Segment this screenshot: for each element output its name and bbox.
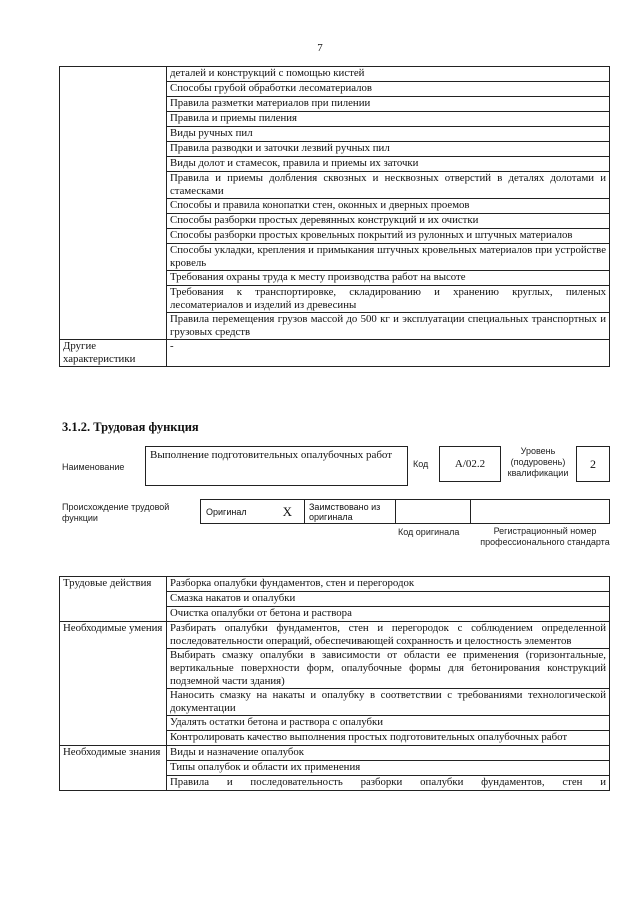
table-row <box>60 577 610 592</box>
section-title: 3.1.2. Трудовая функция <box>62 420 199 434</box>
registration-number-cell <box>471 500 609 523</box>
borrowed-label: Заимствовано из оригинала <box>309 502 381 522</box>
code-label: Код <box>413 459 429 469</box>
labor-action-item: Очистка опалубки от бетона и раствора <box>167 607 610 622</box>
original-cell <box>201 500 305 523</box>
original-code-caption: Код оригинала <box>398 527 460 537</box>
knowledge-item: Правила и приемы пиления <box>167 112 610 127</box>
knowledge-item: Типы опалубок и области их применения <box>167 761 610 776</box>
labor-actions-label: Трудовые действия <box>60 577 167 622</box>
other-characteristics-value: - <box>167 340 610 367</box>
knowledge-item: Способы и правила конопатки стен, оконных и дверных проемов <box>167 199 610 214</box>
original-code-cell <box>396 500 471 523</box>
skill-item: Удалять остатки бетона и раствора с опалубки <box>167 716 610 731</box>
table-row <box>60 622 610 649</box>
page-number: 7 <box>317 42 323 54</box>
knowledge-item: Требования охраны труда к месту производства работ на высоте <box>167 271 610 286</box>
original-label: Оригинал <box>206 506 247 517</box>
labor-action-item: Смазка накатов и опалубки <box>167 592 610 607</box>
qualification-level-label: Уровень (подуровень) квалификации <box>507 446 569 478</box>
empty-label-cell <box>60 67 167 340</box>
skill-item: Контролировать качество выполнения простых подготовительных опалубочных работ <box>167 731 610 746</box>
function-name-box: Выполнение подготовительных опалубочных работ <box>145 446 408 486</box>
skill-item: Разбирать опалубки фундаментов, стен и перегородок с соблюдением определенной последовательности операций, обеспечивающей сохранность и целостность элементов <box>167 622 610 649</box>
name-label: Наименование <box>62 462 125 472</box>
knowledge-item: деталей и конструкций с помощью кистей <box>167 67 610 82</box>
knowledge-item: Виды и назначение опалубок <box>167 746 610 761</box>
skill-item: Наносить смазку на накаты и опалубку в соответствии с требованиями технологической документации <box>167 689 610 716</box>
knowledge-item: Способы разборки простых деревянных конструкций и их очистки <box>167 214 610 229</box>
skills-label: Необходимые умения <box>60 622 167 746</box>
knowledge-label: Необходимые знания <box>60 746 167 791</box>
function-code-box: А/02.2 <box>439 446 501 482</box>
skill-item: Выбирать смазку опалубки в зависимости от области ее применения (горизонтальные, вертикальные поверхности форм, опалубочные формы для бетонирования конструкций подземной части здания) <box>167 649 610 689</box>
knowledge-item: Правила разметки материалов при пилении <box>167 97 610 112</box>
labor-function-table <box>59 576 610 791</box>
table-row <box>60 340 610 367</box>
knowledge-item: Правила и последовательность разборки опалубки фундаментов, стен и <box>167 776 610 791</box>
knowledge-item: Правила разводки и заточки лезвий ручных пил <box>167 142 610 157</box>
knowledge-table-continued <box>59 66 610 367</box>
other-characteristics-label: Другие характеристики <box>60 340 167 367</box>
labor-action-item: Разборка опалубки фундаментов, стен и перегородок <box>167 577 610 592</box>
knowledge-item: Требования к транспортировке, складированию и хранению круглых, пиленых лесоматериалов и изделий из древесины <box>167 286 610 313</box>
knowledge-item: Виды ручных пил <box>167 127 610 142</box>
registration-number-caption: Регистрационный номер профессионального стандарта <box>480 526 610 547</box>
origin-label: Происхождение трудовой функции <box>62 502 170 523</box>
table-row <box>60 746 610 761</box>
qualification-level-box: 2 <box>576 446 610 482</box>
knowledge-item: Способы укладки, крепления и примыкания штучных кровельных материалов при устройстве кровель <box>167 244 610 271</box>
knowledge-item: Виды долот и стамесок, правила и приемы их заточки <box>167 157 610 172</box>
knowledge-item: Правила перемещения грузов массой до 500 кг и эксплуатации специальных транспортных и грузовых средств <box>167 313 610 340</box>
origin-row <box>200 499 610 524</box>
table-row <box>60 67 610 82</box>
knowledge-item: Способы грубой обработки лесоматериалов <box>167 82 610 97</box>
knowledge-item: Правила и приемы долбления сквозных и несквозных отверстий в деталях долотами и стамесками <box>167 172 610 199</box>
borrowed-cell <box>305 500 396 523</box>
original-mark: X <box>282 503 292 519</box>
knowledge-item: Способы разборки простых кровельных покрытий из рулонных и штучных материалов <box>167 229 610 244</box>
